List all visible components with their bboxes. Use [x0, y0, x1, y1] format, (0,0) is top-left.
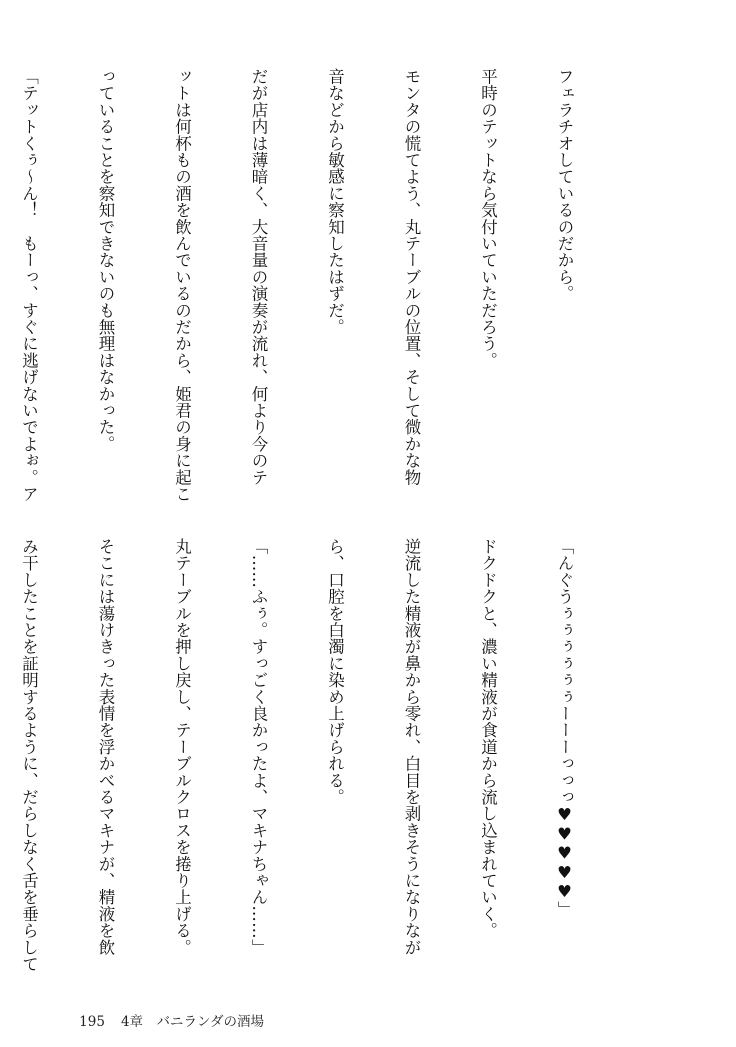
text-line: 平時のテットなら気付いていただろう。	[478, 68, 498, 369]
text-line: み干したことを証明するように、だらしなく舌を垂らして	[19, 538, 39, 973]
text-line: 「……ふぅ。すっごく良かったよ、マキナちゃん……」	[249, 538, 268, 956]
lower-text-block	[0, 538, 628, 978]
text-line: っていることを察知できないのも無理はなかった。	[96, 68, 115, 453]
text-line: ドクドクと、濃い精液が食道から流し込まれていく。	[478, 538, 498, 939]
page-footer	[62, 994, 264, 1046]
page-number: 195	[79, 1014, 105, 1030]
text-line: だが店内は薄暗く、大音量の演奏が流れ、何より今のテ	[249, 68, 268, 486]
text-line: フェラチオしているのだから。	[555, 68, 574, 302]
text-line: 「テットくぅ～ん！ もーっ、すぐに逃げないでよぉ。ア	[19, 68, 39, 503]
text-line: 逆流した精液が鼻から零れ、白目を剥きそうになりなが	[402, 538, 421, 956]
text-line: 「んぐうぅぅぅぅぅぅーーーっっっ♥♥♥♥♥」	[555, 538, 574, 918]
upper-text-block	[0, 68, 628, 508]
text-line: そこには蕩けきった表情を浮かべるマキナが、精液を飲	[96, 538, 115, 956]
text-line: 丸テーブルを押し戻し、テーブルクロスを捲り上げる。	[172, 538, 192, 956]
text-line: 音などから敏感に察知したはずだ。	[325, 68, 345, 336]
text-line: ら、口腔を白濁に染め上げられる。	[325, 538, 345, 806]
chapter-title: 4章 バニランダの酒場	[120, 1014, 265, 1030]
text-line: ットは何杯もの酒を飲んでいるのだから、姫君の身に起こ	[172, 68, 192, 503]
text-line: モンタの慌てよう、丸テーブルの位置、そして微かな物	[402, 68, 421, 486]
